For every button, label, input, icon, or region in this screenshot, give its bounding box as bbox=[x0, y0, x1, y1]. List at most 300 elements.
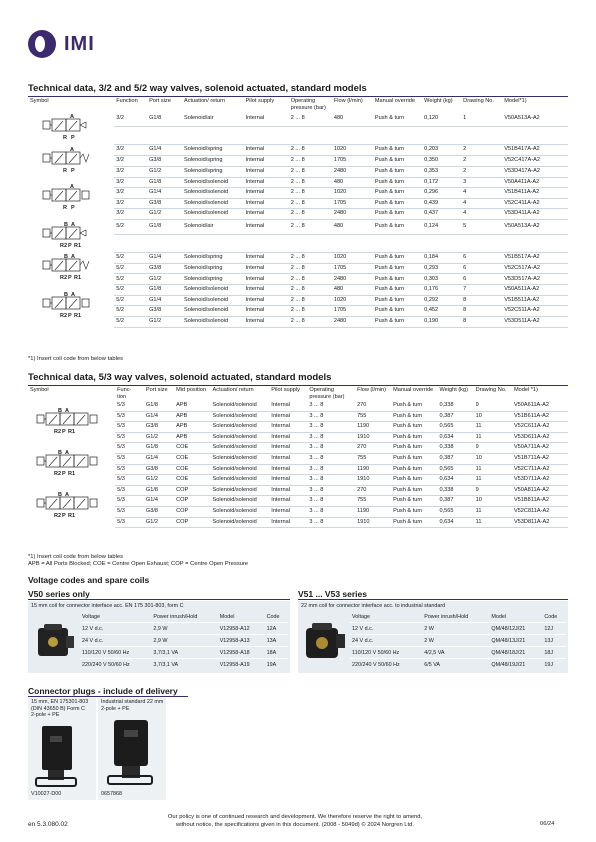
table-cell: 0,120 bbox=[422, 112, 461, 126]
valve-position-box bbox=[52, 227, 66, 239]
table-cell: 1190 bbox=[355, 464, 391, 475]
table-cell: Push & turn bbox=[391, 422, 437, 433]
table-cell: 2 ... 8 bbox=[289, 274, 332, 285]
table2-header-cell: Symbol bbox=[30, 387, 49, 393]
table-cell: 8 bbox=[461, 317, 502, 328]
valve-position-box bbox=[66, 119, 80, 131]
table-cell: 755 bbox=[355, 411, 391, 422]
table1-header-cell: Operating pressure (bar) bbox=[290, 98, 326, 111]
table-cell: 3 ... 8 bbox=[307, 496, 355, 507]
v51-header-row bbox=[350, 612, 566, 623]
table-cell: V52C711A-A2 bbox=[512, 464, 568, 475]
table-cell: 2 W bbox=[422, 623, 489, 635]
table-cell: 1705 bbox=[332, 306, 373, 317]
table-row bbox=[80, 659, 288, 671]
port-label: P bbox=[71, 167, 75, 173]
table-cell: COE bbox=[174, 443, 210, 454]
table-cell: 5/3 bbox=[115, 496, 144, 507]
table-cell: Internal bbox=[244, 295, 289, 306]
table-cell: G1/8 bbox=[147, 112, 182, 126]
table-cell: G1/2 bbox=[144, 432, 174, 443]
table-cell: Push & turn bbox=[391, 475, 437, 486]
table-cell: 1020 bbox=[332, 188, 373, 199]
table-cell: G1/2 bbox=[147, 317, 182, 328]
footer-line1: Our policy is one of continued research and development. We therefore reserve the right to amend, bbox=[167, 814, 423, 820]
table-cell: V51B417A-A2 bbox=[502, 145, 568, 156]
port-label: A bbox=[71, 291, 75, 298]
table-cell: 0,439 bbox=[422, 198, 461, 209]
table-cell: Solenoid/solenoid bbox=[182, 209, 244, 220]
table-cell: Solenoid/solenoid bbox=[182, 198, 244, 209]
table-cell: APB bbox=[174, 432, 210, 443]
port-label: A bbox=[71, 254, 75, 261]
valve-position-box bbox=[60, 497, 74, 509]
plug2-line2: 2-pole + PE bbox=[101, 705, 130, 712]
table1-header-cell: Flow (l/min) bbox=[333, 98, 363, 104]
port-label: P bbox=[62, 428, 66, 434]
table-cell: QM/48/13J/21 bbox=[489, 635, 542, 647]
plug2-line1: Industrial standard 22 mm bbox=[101, 699, 164, 705]
port-label: B bbox=[64, 254, 68, 261]
table-cell: G1/8 bbox=[147, 177, 182, 188]
table2-title: Technical data, 5/3 way valves, solenoid actuated, standard models bbox=[28, 372, 332, 383]
table-cell: Push & turn bbox=[373, 112, 422, 126]
port-label: B bbox=[58, 407, 62, 414]
table-cell: 0,353 bbox=[422, 166, 461, 177]
table-cell: Internal bbox=[244, 220, 289, 235]
table-cell: 4 bbox=[461, 209, 502, 220]
table-cell: G3/8 bbox=[144, 464, 174, 475]
port-label: R1 bbox=[74, 242, 82, 248]
table-cell: 1020 bbox=[332, 145, 373, 156]
table-cell: 2 ... 8 bbox=[289, 145, 332, 156]
port-label: R2 bbox=[60, 242, 68, 248]
table-cell: 0,124 bbox=[422, 220, 461, 235]
table-cell: Push & turn bbox=[391, 485, 437, 496]
table-cell: 11 bbox=[474, 475, 512, 486]
spacer-cell bbox=[114, 234, 568, 252]
table2-rule bbox=[28, 385, 568, 386]
table1-header-cell: Pilot supply bbox=[245, 98, 275, 104]
table1-header-cell: Function bbox=[116, 98, 138, 104]
table-cell: 0,452 bbox=[422, 306, 461, 317]
table-row bbox=[350, 635, 566, 647]
table-cell: G1/8 bbox=[144, 443, 174, 454]
table2-header-cell: Flow (l/min) bbox=[357, 387, 386, 393]
table-cell: Internal bbox=[269, 464, 307, 475]
port-label: B bbox=[58, 492, 62, 499]
table-cell: 270 bbox=[355, 401, 391, 411]
table-cell: 755 bbox=[355, 496, 391, 507]
table-cell: Internal bbox=[269, 422, 307, 433]
table-cell: 5/2 bbox=[114, 295, 147, 306]
coils-title: Voltage codes and spare coils bbox=[28, 575, 150, 585]
table-cell: Push & turn bbox=[391, 453, 437, 464]
port-label: P bbox=[68, 242, 72, 248]
solenoid-mark bbox=[37, 499, 44, 507]
table-cell: V52C611A-A2 bbox=[512, 422, 568, 433]
table-cell: V51B517A-A2 bbox=[502, 252, 568, 263]
table2 bbox=[28, 387, 568, 528]
table-cell: V52C811A-A2 bbox=[512, 506, 568, 517]
port-label: B bbox=[64, 291, 68, 298]
table-cell: 2 ... 8 bbox=[289, 295, 332, 306]
port-label: B bbox=[58, 449, 62, 456]
table-cell: 6 bbox=[461, 263, 502, 274]
table-cell: Push & turn bbox=[373, 188, 422, 199]
table-cell: 10 bbox=[474, 411, 512, 422]
table-cell: V50A611A-A2 bbox=[512, 401, 568, 411]
valve-position-box bbox=[52, 189, 66, 201]
table-cell: 4/2,5 VA bbox=[422, 647, 489, 659]
table-cell: 0,296 bbox=[422, 188, 461, 199]
table-cell: Internal bbox=[269, 475, 307, 486]
table-cell: 480 bbox=[332, 112, 373, 126]
table-cell: G1/4 bbox=[147, 188, 182, 199]
plug2-code: 0657868 bbox=[101, 791, 122, 797]
table2-header-cell: Manual override bbox=[393, 387, 434, 393]
table-cell: Internal bbox=[244, 112, 289, 126]
table-row bbox=[28, 401, 568, 411]
table-cell: Push & turn bbox=[391, 401, 437, 411]
table-cell: V50A811A-A2 bbox=[512, 485, 568, 496]
valve-position-box bbox=[52, 297, 66, 309]
table-row bbox=[80, 623, 288, 635]
v51-rule bbox=[298, 599, 568, 600]
table-cell: V52C411A-A2 bbox=[502, 198, 568, 209]
table-cell: 2 bbox=[461, 155, 502, 166]
table-cell: G1/2 bbox=[147, 274, 182, 285]
table-cell: 3/2 bbox=[114, 188, 147, 199]
table-cell: V53D417A-A2 bbox=[502, 166, 568, 177]
table-cell: V51B611A-A2 bbox=[512, 411, 568, 422]
table-cell: 3/2 bbox=[114, 155, 147, 166]
flow-arrow bbox=[63, 457, 71, 466]
table-cell: Push & turn bbox=[391, 517, 437, 528]
table-cell: V50A411A-A2 bbox=[502, 177, 568, 188]
table-cell: 1190 bbox=[355, 422, 391, 433]
plug1-line1: 15 mm, EN 175301-803 bbox=[31, 699, 89, 705]
table2-header-cell: Drawing No. bbox=[475, 387, 507, 393]
table-cell: Push & turn bbox=[373, 166, 422, 177]
table-cell: Internal bbox=[269, 443, 307, 454]
table-cell: 0,437 bbox=[422, 209, 461, 220]
table-cell: Internal bbox=[244, 188, 289, 199]
port-label: P bbox=[71, 205, 75, 211]
coil-header-cell: Model bbox=[219, 614, 235, 620]
table-cell: 220/240 V 50/60 Hz bbox=[80, 659, 151, 671]
table-cell: COP bbox=[174, 496, 210, 507]
solenoid-mark bbox=[43, 191, 50, 199]
table-cell: Internal bbox=[244, 145, 289, 156]
solenoid-mark bbox=[90, 457, 97, 465]
table-cell: G1/4 bbox=[147, 145, 182, 156]
table2-header-cell: Weight (kg) bbox=[439, 387, 468, 393]
table-cell: 1190 bbox=[355, 506, 391, 517]
table-cell: APB bbox=[174, 422, 210, 433]
port-label: R1 bbox=[74, 275, 82, 281]
table-cell: Push & turn bbox=[373, 263, 422, 274]
table-cell: 1910 bbox=[355, 432, 391, 443]
table-cell: 10 bbox=[474, 453, 512, 464]
table-cell: Internal bbox=[269, 496, 307, 507]
table-cell: COE bbox=[174, 475, 210, 486]
table-cell: 5 bbox=[461, 220, 502, 235]
table-cell: 0,338 bbox=[437, 401, 473, 411]
valve-position-box bbox=[52, 259, 66, 271]
table-row bbox=[350, 647, 566, 659]
table-cell: 220/240 V 50/60 Hz bbox=[350, 659, 422, 671]
table-cell: 5/2 bbox=[114, 306, 147, 317]
port-label: R2 bbox=[60, 312, 68, 318]
logo-mark-icon bbox=[28, 30, 56, 58]
coil-header-cell: Voltage bbox=[82, 614, 100, 620]
table-cell: V53D411A-A2 bbox=[502, 209, 568, 220]
table-cell: Internal bbox=[244, 263, 289, 274]
table-cell: 0,303 bbox=[422, 274, 461, 285]
valve-symbol-icon bbox=[30, 490, 106, 518]
table-cell: 3 ... 8 bbox=[307, 411, 355, 422]
plug-15mm-image bbox=[32, 722, 88, 790]
table-cell: Solenoid/solenoid bbox=[182, 317, 244, 328]
spacer-cell bbox=[114, 126, 568, 144]
table2-header-cell: Mid position bbox=[176, 387, 206, 393]
table-cell: 3/2 bbox=[114, 145, 147, 156]
table-cell: 11 bbox=[474, 422, 512, 433]
table-cell: 12 V d.c. bbox=[80, 623, 151, 635]
table1-note: *1) Insert coil code from below tables bbox=[28, 356, 124, 362]
valve-position-box bbox=[66, 259, 80, 271]
table2-header-row bbox=[28, 387, 568, 401]
solenoid-mark bbox=[90, 415, 97, 423]
table-cell: 0,387 bbox=[437, 496, 473, 507]
table-cell: 2 ... 8 bbox=[289, 317, 332, 328]
flow-arrow bbox=[69, 191, 77, 200]
valve-symbol-icon bbox=[30, 182, 106, 210]
table-cell: Internal bbox=[244, 306, 289, 317]
flow-arrow bbox=[55, 229, 63, 238]
coil-header-cell: Voltage bbox=[352, 614, 370, 620]
table-cell: Solenoid/spring bbox=[182, 263, 244, 274]
solenoid-mark bbox=[82, 191, 89, 199]
table-cell: G3/8 bbox=[144, 422, 174, 433]
table-cell: Solenoid/solenoid bbox=[211, 517, 270, 528]
valve-symbol-icon bbox=[30, 448, 106, 476]
table-cell: 12 V d.c. bbox=[350, 623, 422, 635]
plug1-text bbox=[31, 699, 88, 719]
table-cell: 1705 bbox=[332, 263, 373, 274]
table-cell: Solenoid/solenoid bbox=[211, 485, 270, 496]
table-cell: COP bbox=[174, 517, 210, 528]
table-cell: 1705 bbox=[332, 155, 373, 166]
table-cell: 10 bbox=[474, 496, 512, 507]
solenoid-mark bbox=[43, 154, 50, 162]
solenoid-mark bbox=[82, 299, 89, 307]
table-cell: 24 V d.c. bbox=[80, 635, 151, 647]
table-cell: 5/3 bbox=[115, 432, 144, 443]
table-cell: Push & turn bbox=[373, 177, 422, 188]
table-cell: COP bbox=[174, 485, 210, 496]
table-cell: G1/2 bbox=[147, 166, 182, 177]
table-cell: Solenoid/solenoid bbox=[182, 188, 244, 199]
table-cell: Push & turn bbox=[391, 464, 437, 475]
flow-arrow bbox=[69, 261, 77, 270]
table-cell: Push & turn bbox=[373, 252, 422, 263]
table-cell: 3 ... 8 bbox=[307, 432, 355, 443]
v50-subtitle: V50 series only bbox=[28, 589, 90, 599]
table-cell: 5/3 bbox=[115, 485, 144, 496]
table-cell: Push & turn bbox=[373, 155, 422, 166]
table-cell: Solenoid/solenoid bbox=[211, 453, 270, 464]
table-cell: Internal bbox=[269, 411, 307, 422]
table-row bbox=[28, 485, 568, 496]
table-cell: 0,190 bbox=[422, 317, 461, 328]
footer-disclaimer bbox=[130, 814, 460, 829]
table-cell: 5/3 bbox=[115, 411, 144, 422]
footer-date: 06/24 bbox=[540, 821, 555, 827]
table-cell: 5/2 bbox=[114, 263, 147, 274]
table-cell: APB bbox=[174, 411, 210, 422]
table1-header-cell: Symbol bbox=[30, 98, 49, 104]
table2-note2: APB = All Ports Blocked; COE = Centre Open Exhaust; COP = Centre Open Pressure bbox=[28, 561, 249, 567]
footer-doc-number: en 5.3.080.02 bbox=[28, 821, 68, 828]
table-cell: 3/2 bbox=[114, 198, 147, 209]
table-cell: Internal bbox=[244, 177, 289, 188]
table-cell: V53D711A-A2 bbox=[512, 475, 568, 486]
table-cell: 2 ... 8 bbox=[289, 112, 332, 126]
table-cell: Push & turn bbox=[373, 209, 422, 220]
table-cell: 2 ... 8 bbox=[289, 252, 332, 263]
valve-symbol-icon bbox=[30, 252, 106, 280]
valve-position-box bbox=[60, 413, 74, 425]
table-cell: Push & turn bbox=[373, 306, 422, 317]
table-cell: 110/120 V 50/60 Hz bbox=[350, 647, 422, 659]
table-cell: 0,565 bbox=[437, 464, 473, 475]
coil-header-cell: Power inrush/Hold bbox=[424, 614, 469, 620]
valve-position-box bbox=[60, 455, 74, 467]
flow-arrow bbox=[77, 457, 85, 466]
valve-symbol-icon bbox=[30, 220, 106, 248]
plug1-line2: (DIN 43650 B) Form C bbox=[31, 705, 85, 712]
table-cell: V53D511A-A2 bbox=[502, 317, 568, 328]
table1-header-cell: Model*1) bbox=[504, 98, 527, 104]
table-cell: 5/2 bbox=[114, 274, 147, 285]
table-cell: 18J bbox=[542, 647, 566, 659]
table-cell: 3,7/3,1 VA bbox=[151, 647, 217, 659]
table-cell: Internal bbox=[244, 274, 289, 285]
table-cell: Solenoid/spring bbox=[182, 274, 244, 285]
table-cell: G1/4 bbox=[147, 295, 182, 306]
solenoid-mark bbox=[43, 229, 50, 237]
table-row bbox=[28, 443, 568, 454]
table-cell: 5/3 bbox=[115, 517, 144, 528]
table-cell: Push & turn bbox=[391, 443, 437, 454]
table-cell: Push & turn bbox=[373, 295, 422, 306]
table-cell: 3 ... 8 bbox=[307, 464, 355, 475]
imi-logo bbox=[28, 30, 118, 60]
table1-title: Technical data, 3/2 and 5/2 way valves, solenoid actuated, standard models bbox=[28, 83, 367, 94]
flow-arrow bbox=[69, 121, 77, 130]
table-cell: V50A513A-A2 bbox=[502, 112, 568, 126]
table-cell: Push & turn bbox=[391, 432, 437, 443]
table-cell: 4 bbox=[461, 188, 502, 199]
table-cell: 13A bbox=[265, 635, 288, 647]
valve-position-box bbox=[66, 297, 80, 309]
table-cell: 3 ... 8 bbox=[307, 401, 355, 411]
port-label: R2 bbox=[54, 470, 62, 476]
table-cell: 9 bbox=[474, 485, 512, 496]
table-row bbox=[350, 623, 566, 635]
table-cell: 3/2 bbox=[114, 209, 147, 220]
flow-arrow bbox=[63, 499, 71, 508]
table-cell: Internal bbox=[244, 166, 289, 177]
valve-position-box bbox=[46, 455, 60, 467]
table-cell: 0,387 bbox=[437, 453, 473, 464]
flow-arrow bbox=[77, 415, 85, 424]
solenoid-mark bbox=[43, 261, 50, 269]
port-label: A bbox=[70, 114, 74, 120]
table-cell: G3/8 bbox=[144, 506, 174, 517]
table2-header-cell: Func- tion bbox=[117, 387, 132, 400]
port-label: P bbox=[62, 513, 66, 519]
table-cell: V51B811A-A2 bbox=[512, 496, 568, 507]
flow-arrow bbox=[69, 154, 77, 163]
table-cell: 480 bbox=[332, 220, 373, 235]
table-cell: QM/48/12J/21 bbox=[489, 623, 542, 635]
table-cell: Internal bbox=[244, 252, 289, 263]
table-cell: Internal bbox=[269, 485, 307, 496]
table-cell: V50A513A-A2 bbox=[502, 220, 568, 235]
table-cell: 3 ... 8 bbox=[307, 475, 355, 486]
table-cell: 19J bbox=[542, 659, 566, 671]
table-cell: Push & turn bbox=[373, 317, 422, 328]
table-cell: Solenoid/solenoid bbox=[182, 295, 244, 306]
table-cell: 110/120 V 50/60 Hz bbox=[80, 647, 151, 659]
table-cell: Push & turn bbox=[391, 411, 437, 422]
port-label: R2 bbox=[60, 275, 68, 281]
table1-header-cell: Weight (kg) bbox=[424, 98, 453, 104]
table-cell: G3/8 bbox=[147, 263, 182, 274]
table-cell: 270 bbox=[355, 443, 391, 454]
logo-text: IMI bbox=[64, 33, 95, 55]
table-cell: 1 bbox=[461, 112, 502, 126]
table-cell: 0,293 bbox=[422, 263, 461, 274]
solenoid-mark bbox=[43, 121, 50, 129]
table-cell: 19A bbox=[265, 659, 288, 671]
port-label: R2 bbox=[54, 513, 62, 519]
port-label: P bbox=[68, 275, 72, 281]
table-cell: Solenoid/solenoid bbox=[182, 177, 244, 188]
v51-subtitle: V51 ... V53 series bbox=[298, 589, 367, 599]
v50-header-row bbox=[80, 612, 288, 623]
v50-rule bbox=[28, 599, 290, 600]
table-cell: 3 ... 8 bbox=[307, 506, 355, 517]
port-label: P bbox=[71, 135, 75, 140]
table2-header-cell: Actuation/ return bbox=[212, 387, 254, 393]
valve-position-box bbox=[46, 497, 60, 509]
table-cell: 0,338 bbox=[437, 485, 473, 496]
table-cell: 5/3 bbox=[115, 422, 144, 433]
table-cell: 5/3 bbox=[115, 475, 144, 486]
flow-arrow bbox=[69, 299, 77, 308]
table-cell: Solenoid/solenoid bbox=[211, 401, 270, 411]
table-cell: 480 bbox=[332, 177, 373, 188]
table-cell: 9 bbox=[474, 401, 512, 411]
table-cell: 3/2 bbox=[114, 166, 147, 177]
port-label: R1 bbox=[68, 428, 76, 434]
table-cell: 11 bbox=[474, 517, 512, 528]
table-cell: 1020 bbox=[332, 295, 373, 306]
